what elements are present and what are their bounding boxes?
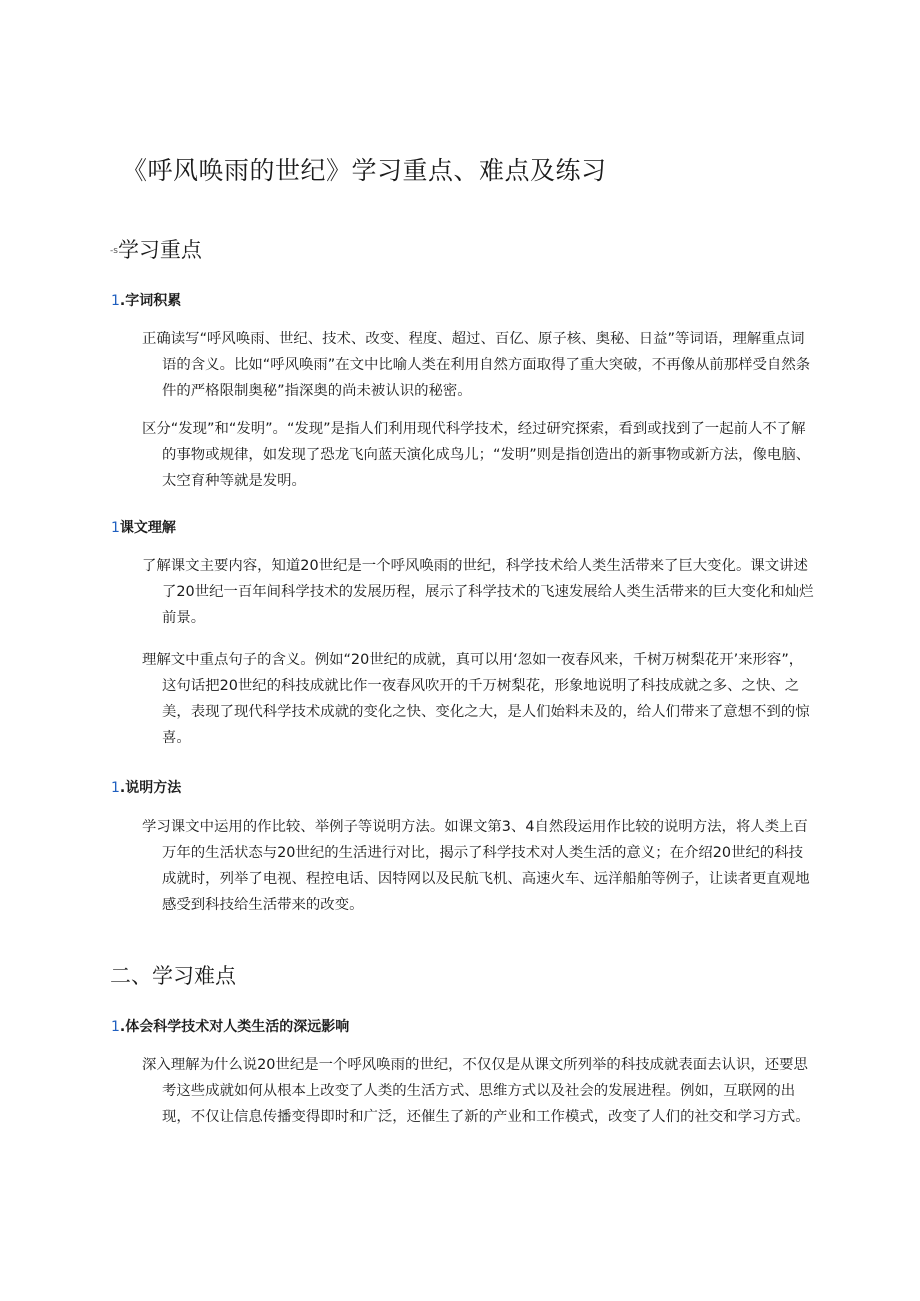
paragraph-text: 正确读写“呼风唤雨、世纪、技术、改变、程度、超过、百亿、原子核、奥秘、日益”等词语，理解重点词语的含义。比如“呼风唤雨”在文中比喻人类在利用自然方面取得了重大突破，不再像从前那样受自然条件的严格限制奥秘”指深奥的尚未被认识的秘密。: [142, 331, 811, 399]
paragraph: [142, 553, 814, 631]
subheading-text-understanding: [111, 517, 176, 537]
paragraph: [142, 1052, 814, 1130]
subheading-number: 1: [111, 293, 120, 309]
subheading-label: 课文理解: [119, 520, 176, 536]
paragraph-text: 学习课文中运用的作比较、举例子等说明方法。如课文第3、4自然段运用作比较的说明方法，将人类上百万年的生活状态与20世纪的生活进行对比，揭示了科学技术对人类生活的意义；在介绍20世纪的科技成就时，列举了电视、程控电话、因特网以及民航飞机、高速火车、远洋船舶等例子，让读者更直观地感受到科技给生活带来的改变。: [142, 819, 810, 913]
subheading-tech-impact: [111, 1016, 349, 1036]
paragraph-text: 了解课文主要内容，知道20世纪是一个呼风唤雨的世纪，科学技术给人类生活带来了巨大变化。课文讲述了20世纪一百年间科学技术的发展历程，展示了科学技术的飞速发展给人类生活带来的巨大变化和灿烂前景。: [142, 558, 814, 626]
subheading-explanation-methods: [111, 777, 181, 797]
section-heading-text: 学习重点: [117, 238, 202, 262]
subheading-vocabulary: [111, 290, 181, 310]
paragraph-text: 理解文中重点句子的含义。例如“20世纪的成就，真可以用‘忽如一夜春风来，千树万树梨花开’来形容”，这句话把20世纪的科技成就比作一夜春风吹开的千万树梨花，形象地说明了科技成就之多、之快、之美，表现了现代科学技术成就的变化之快、变化之大，是人们始料未及的，给人们带来了意想不到的惊喜。: [142, 652, 810, 746]
subheading-label: .字词积累: [119, 293, 182, 309]
paragraph: [142, 814, 814, 918]
section-mark: -s: [110, 246, 118, 256]
section-heading-difficulties: 二、学习难点: [110, 964, 236, 988]
subheading-label: .说明方法: [119, 780, 182, 796]
paragraph: [142, 326, 814, 404]
subheading-number: 1: [111, 520, 120, 536]
subheading-number: 1: [111, 1019, 120, 1035]
section-heading-key-points: [110, 234, 202, 264]
subheading-number: 1: [111, 780, 120, 796]
paragraph: [142, 416, 814, 494]
paragraph-text: 区分“发现”和“发明”。“发现”是指人们利用现代科学技术，经过研究探索，看到或找到了一起前人不了解的事物或规律，如发现了恐龙飞向蓝天演化成鸟儿；“发明”则是指创造出的新事物或新方法，像电脑、太空育种等就是发明。: [142, 421, 811, 489]
paragraph-text: 深入理解为什么说20世纪是一个呼风唤雨的世纪，不仅仅是从课文所列举的科技成就表面去认识，还要思考这些成就如何从根本上改变了人类的生活方式、思维方式以及社会的发展进程。例如，互联网的出现，不仅让信息传播变得即时和广泛，还催生了新的产业和工作模式，改变了人们的社交和学习方式。: [142, 1057, 810, 1125]
page-title: 《呼风唤雨的世纪》学习重点、难点及练习: [122, 156, 607, 185]
subheading-label: .体会科学技术对人类生活的深远影响: [119, 1019, 350, 1035]
paragraph: [142, 647, 814, 751]
